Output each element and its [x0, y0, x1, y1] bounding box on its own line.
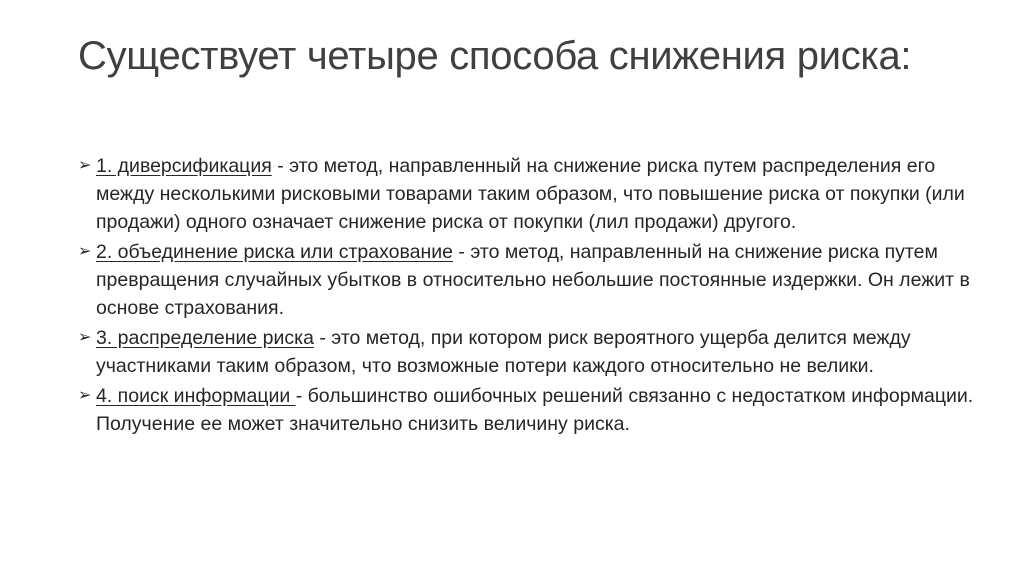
bullet-text: - большинство ошибочных решений связанно с недостатком информации. Получение ее может значительно снизить величину риска.: [96, 385, 974, 435]
bullet-item-diversification: [78, 152, 978, 236]
bullet-item-insurance: [78, 238, 978, 322]
bullet-item-information-search: [78, 382, 978, 438]
bullet-item-risk-distribution: [78, 324, 978, 380]
arrow-bullet-icon: ➢: [78, 387, 92, 404]
bullet-text: - это метод, направленный на снижение риска путем превращения случайных убытков в относительно небольшие постоянные издержки. Он лежит в основе страхования.: [96, 241, 970, 319]
arrow-bullet-icon: ➢: [78, 243, 92, 260]
bullet-list: [78, 152, 978, 440]
slide-title: Существует четыре способа снижения риска:: [78, 34, 912, 78]
bullet-text: - это метод, направленный на снижение риска путем распределения его между несколькими рисковыми товарами таким образом, что повышение риска от покупки (или продажи) одного означает снижение риска от покупки (лил продажи) другого.: [96, 155, 965, 233]
bullet-text: - это метод, при котором риск вероятного ущерба делится между участниками таким образом, что возможные потери каждого относительно не велики.: [96, 327, 911, 377]
arrow-bullet-icon: ➢: [78, 157, 92, 174]
arrow-bullet-icon: ➢: [78, 329, 92, 346]
bullet-term: 2. объединение риска или страхование: [96, 241, 453, 263]
bullet-term: 3. распределение риска: [96, 327, 314, 349]
bullet-term: 1. диверсификация: [96, 155, 272, 177]
bullet-term: 4. поиск информации: [96, 385, 296, 407]
